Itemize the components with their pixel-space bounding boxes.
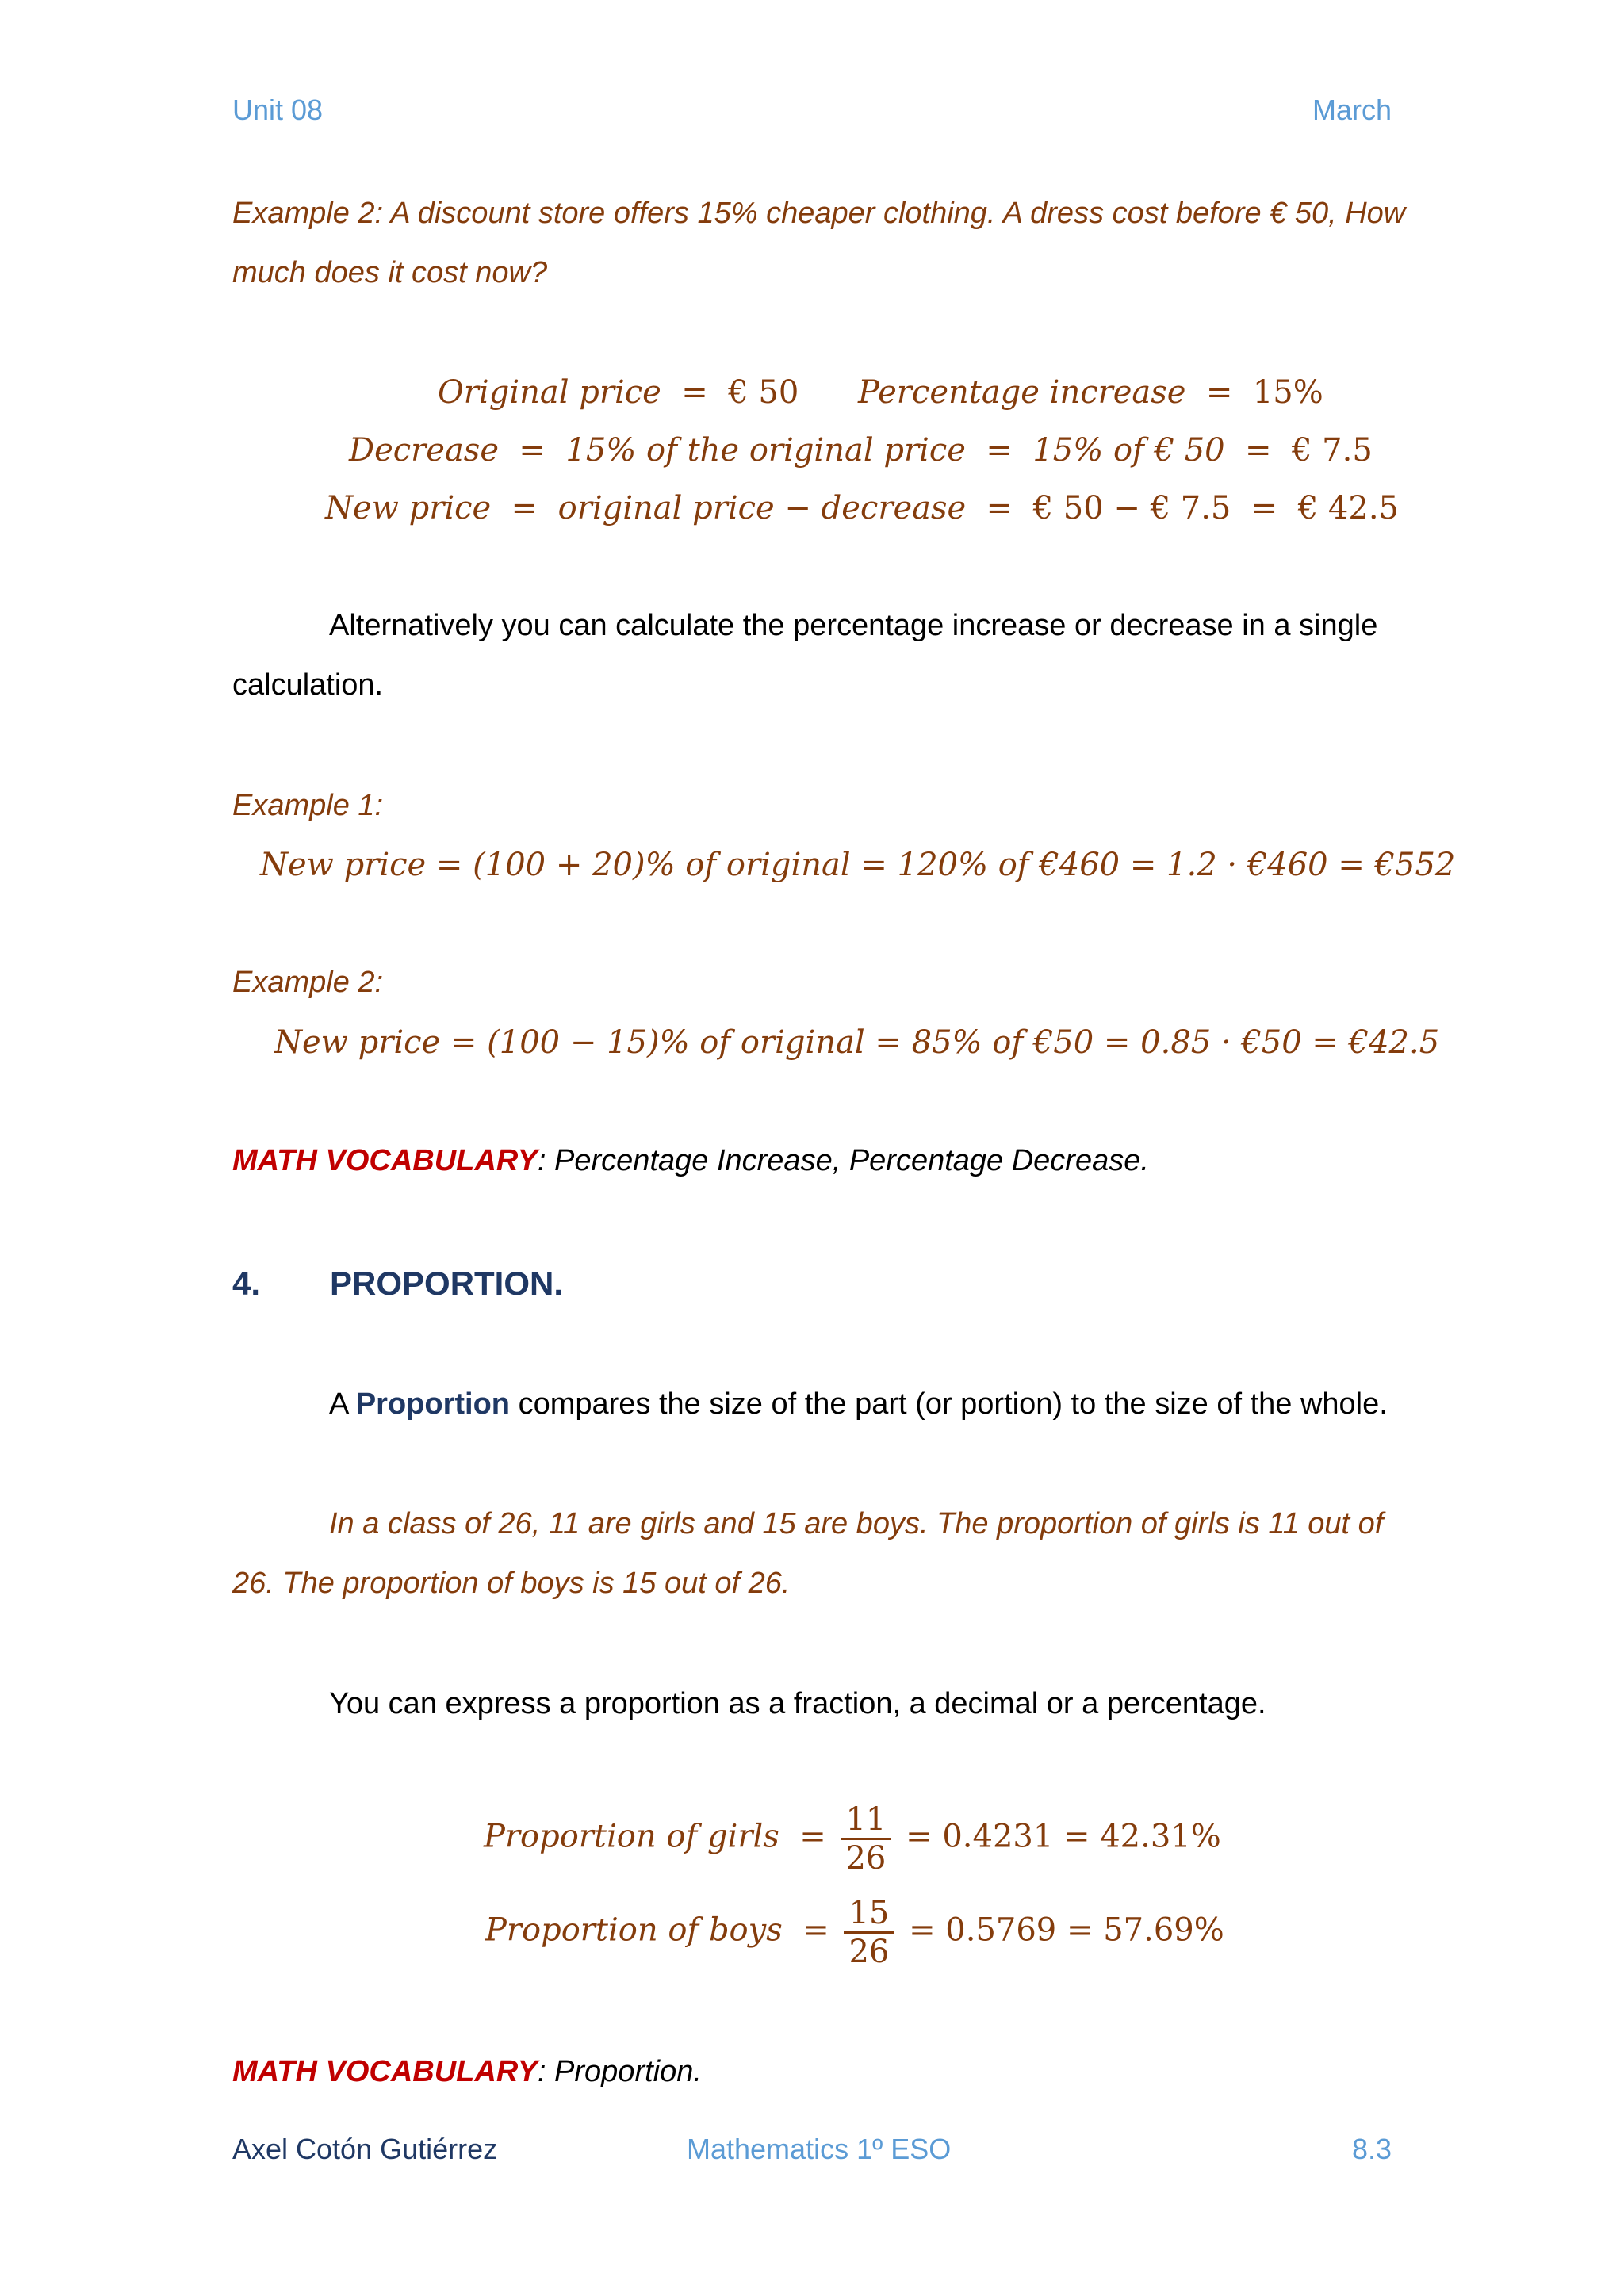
example1-formula: New price = (100 + 20)% of original = 120% of €460 = 1.2 · €460 = €552 — [260, 847, 1456, 883]
proportion-definition — [329, 1387, 1388, 1422]
vocab-key-2: MATH VOCABULARY — [232, 2055, 538, 2088]
class-example-line1: In a class of 26, 11 are girls and 15 are boys. The proportion of girls is 11 out of — [329, 1507, 1384, 1540]
header-unit: Unit 08 — [232, 94, 324, 126]
class-example-line2: 26. The proportion of boys is 15 out of 26. — [232, 1567, 791, 1600]
example2-label: Example 2: — [232, 966, 384, 999]
decrease-expr-b: 15% of € 50 — [1032, 432, 1225, 469]
vocab-value-2: : Proportion. — [537, 2055, 702, 2088]
header-month: March — [1312, 94, 1392, 126]
girls-denominator: 26 — [845, 1840, 887, 1877]
example2-intro-line1-text: Example 2: A discount store offers 15% cheaper clothing. A dress cost before € 50, How — [232, 197, 1406, 230]
proportion-boys-fraction — [844, 1895, 894, 1970]
vocab-line-1 — [232, 1144, 1149, 1178]
decrease-result: € 7.5 — [1292, 432, 1373, 469]
example2-formula: New price = (100 − 15)% of original = 85% of €50 = 0.85 · €50 = €42.5 — [274, 1024, 1440, 1061]
original-price-value: € 50 — [728, 374, 799, 411]
calc-line-original: Original price = € 50 — [438, 374, 799, 411]
new-price-result: € 42.5 — [1297, 490, 1399, 526]
section-number: 4. — [232, 1265, 261, 1302]
calc-line-new-price: New price = original price − decrease = € 50 − € 7.5 = € 42.5 — [325, 490, 1399, 526]
proportion-boys-rest: = 0.5769 = 57.69% — [909, 1911, 1224, 1949]
proportion-boys-label: Proportion of boys — [485, 1911, 783, 1949]
example2-intro-line2: much does it cost now? — [232, 256, 548, 289]
express-text: You can express a proportion as a fraction, a decimal or a percentage. — [329, 1687, 1266, 1720]
pct-increase-label: Percentage increase — [858, 374, 1186, 411]
girls-numerator: 11 — [841, 1801, 891, 1840]
boys-numerator: 15 — [844, 1895, 894, 1934]
proportion-girls-fraction — [841, 1801, 891, 1877]
footer-page-number: 8.3 — [1351, 2133, 1392, 2165]
alternative-text-line2: calculation. — [232, 668, 384, 702]
original-price-label: Original price — [438, 374, 661, 411]
proportion-girls-label: Proportion of girls — [484, 1818, 779, 1855]
definition-term: Proportion — [355, 1387, 511, 1421]
section-title: PROPORTION. — [330, 1265, 564, 1302]
new-price-calc: € 50 − € 7.5 — [1032, 490, 1231, 526]
new-price-label: New price — [325, 490, 492, 526]
decrease-expr-a: 15% of the original price — [565, 432, 966, 469]
definition-rest: compares the size of the part (or portion) to the size of the whole. — [510, 1387, 1388, 1421]
proportion-girls-rest: = 0.4231 = 42.31% — [906, 1818, 1221, 1855]
definition-prefix: A — [329, 1387, 356, 1421]
vocab-line-2 — [232, 2055, 702, 2089]
alternative-text-line1: Alternatively you can calculate the percentage increase or decrease in a single — [329, 609, 1378, 642]
decrease-label: Decrease — [349, 432, 499, 469]
footer-author: Axel Cotón Gutiérrez — [232, 2133, 498, 2165]
proportion-girls: Proportion of girls = $\frac{11}{26}$ = 0.4231 = 42.31% — [484, 1801, 1221, 1877]
proportion-boys: Proportion of boys = $\frac{15}{26}$ = 0.5769 = 57.69% — [485, 1895, 1224, 1970]
new-price-expr: original price − decrease — [557, 490, 967, 526]
vocab-key-1: MATH VOCABULARY — [232, 1144, 538, 1177]
footer-course: Mathematics 1º ESO — [687, 2133, 952, 2165]
calc-line-decrease: Decrease = 15% of the original price = 15% of € 50 = € 7.5 — [349, 432, 1373, 469]
vocab-value-1: : Percentage Increase, Percentage Decrease. — [537, 1144, 1149, 1177]
example2-intro-line1 — [232, 197, 1406, 231]
calc-line-pct-increase: Percentage increase = 15% — [858, 374, 1323, 411]
pct-increase-value: 15% — [1252, 374, 1323, 411]
boys-denominator: 26 — [848, 1934, 890, 1970]
example1-label: Example 1: — [232, 789, 384, 822]
